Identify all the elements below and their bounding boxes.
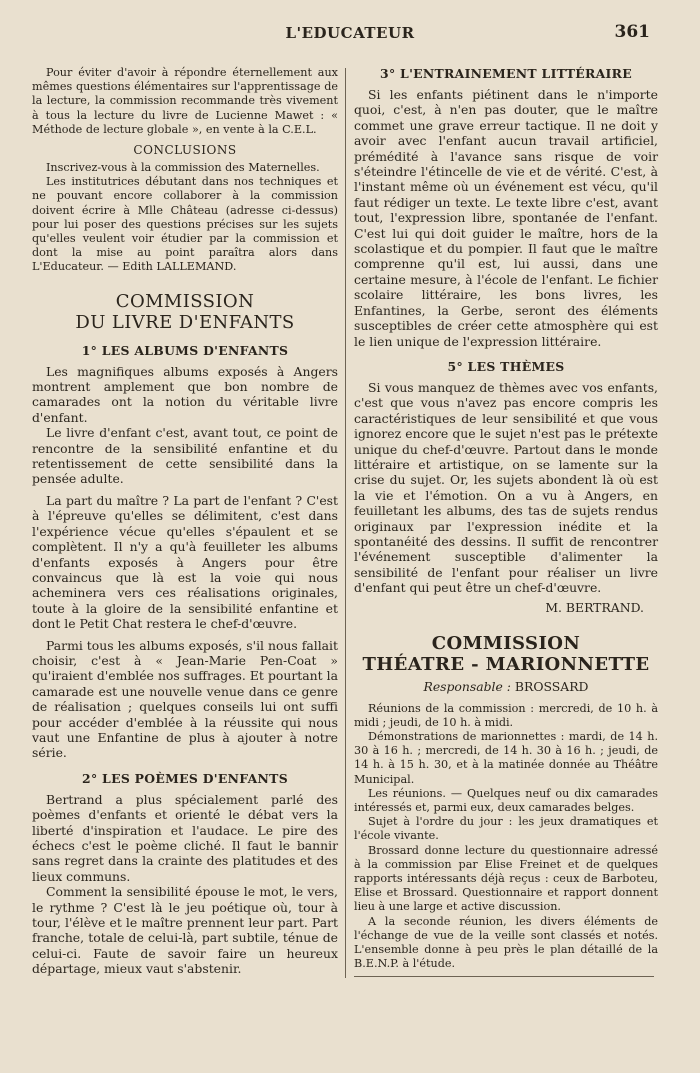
- theatre-paragraph-4: Sujet à l'ordre du jour : les jeux dramatiques et l'école vivante.: [354, 815, 658, 843]
- column-divider: [345, 68, 346, 978]
- theatre-paragraph-5: Brossard donne lecture du questionnaire adressé à la commission par Elise Freinet et de quelques rapports intéressants déjà reçus : ceux de Barboteu, Elise et Brossard. Questionnaire et rapport donnent lieu à une large et active discussion.: [354, 843, 658, 914]
- section-5-signature: M. BERTRAND.: [545, 599, 644, 615]
- conclusions-paragraph-2: Les institutrices débutant dans nos techniques et ne pouvant encore collaborer à la commission doivent écrire à Mlle Château (adresse ci-dessus) pour lui poser des questions précises sur les sujets qu'elles veulent voir étudier par la commission et dont la mise au point paraîtra alors dans L'Educateur. — Edith LALLEMAND.: [32, 175, 338, 274]
- section-2-paragraph-1: Bertrand a plus spécialement parlé des poèmes d'enfants et orienté le débat vers la liberté d'inspiration et l'audace. Le pire des échecs c'est le poème cliché. Il faut le bannir sans regret dans la crainte des platitudes et des lieux communs.: [32, 791, 338, 884]
- right-column: [354, 66, 658, 971]
- responsable-label: Responsable :: [423, 678, 511, 694]
- journal-title: L'EDUCATEUR: [285, 24, 415, 42]
- theatre-paragraph-3: Les réunions. — Quelques neuf ou dix camarades intéressés et, parmi eux, deux camarades belges.: [354, 786, 658, 815]
- section-5-heading: 5° LES THÈMES: [447, 358, 565, 374]
- commission-title-line-1: COMMISSION: [115, 290, 255, 312]
- section-5-paragraph: Si vous manquez de thèmes avec vos enfants, c'est que vous n'avez pas encore compris les caractéristiques de leur sensibilité et que vous ignorez encore que le sujet n'est pas le prétexte unique du chef-d'œuvre. Partout dans le monde littéraire et artistique, on se lamente sur la crise du sujet. Or, les sujets abondent là où est la vie et l'émotion. On a vu à Angers, en feuilletant les albums, des tas de sujets rendus originaux par l'expression inédite et la spontanéité des dessins. Il suffit de rencontrer l'événement susceptible d'alimenter la sensibilité de l'enfant pour réaliser un livre d'enfant qui peut être un chef-d'œuvre.: [354, 379, 658, 596]
- page-header: [0, 20, 700, 46]
- bottom-rule: [354, 976, 654, 977]
- theatre-paragraph-6: A la seconde réunion, les divers éléments de l'échange de vue de la veille sont classés et notés. L'ensemble donne à peu près le plan détaillé de la B.E.N.P. à l'étude.: [354, 914, 658, 971]
- section-3-paragraph: Si les enfants piétinent dans le n'importe quoi, c'est, à n'en pas douter, que le maître commet une grave erreur tactique. Il ne doit y avoir avec l'enfant aucun travail artificiel, prémédité à l'avance sans risque de voir s'éteindre l'étincelle de vie et de vérité. C'est, à l'instant même où un événement est vécu, qu'il faut rédiger un texte. Le texte libre c'est, avant tout, l'expression libre, spontanée de l'enfant. C'est lui qui doit guider le maître, hors de la scolastique et du pompier. Il faut que le maître comprenne qu'il est, lui aussi, dans une certaine mesure, à l'école de l'enfant. Le fichier scolaire littéraire, les bons livres, les Enfantines, la Gerbe, seront des éléments susceptibles de créer cette atmosphère qui est le lien unique de l'expression littéraire.: [354, 87, 658, 349]
- responsable-name: BROSSARD: [514, 678, 589, 694]
- section-3-heading: 3° L'ENTRAINEMENT LITTÉRAIRE: [380, 66, 632, 81]
- theatre-paragraph-1: Réunions de la commission : mercredi, de 10 h. à midi ; jeudi, de 10 h. à midi.: [354, 701, 658, 729]
- theatre-title-line-2: THÉATRE - MARIONNETTE: [362, 653, 650, 675]
- conclusions-paragraph-1: Inscrivez-vous à la commission des Maternelles.: [46, 161, 320, 175]
- page-number: 361: [614, 22, 650, 42]
- conclusions-heading: CONCLUSIONS: [133, 143, 237, 158]
- section-1-paragraph-1: Les magnifiques albums exposés à Angers montrent amplement que bon nombre de camarades ont la notion du véritable livre d'enfant.: [32, 363, 338, 425]
- section-1-heading: 1° LES ALBUMS D'ENFANTS: [81, 342, 289, 358]
- section-1-paragraph-3: La part du maître ? La part de l'enfant ? C'est à l'épreuve qu'elles se délimitent, c'est dans l'expérience vécue qu'elles s'épaulent et se complètent. Il n'y a qu'à feuilleter les albums d'enfants exposés à Angers pour être convaincus que là est la voie qui nous acheminera vers ces réalisations originales, toute à la gloire de la sensibilité enfantine et dont le Petit Chat restera le chef-d'œuvre.: [32, 492, 338, 632]
- section-1-paragraph-2: Le livre d'enfant c'est, avant tout, ce point de rencontre de la sensibilité enfantine et du retentissement de cette sensibilité dans la pensée adulte.: [32, 425, 338, 487]
- left-column: [32, 66, 338, 977]
- section-2-heading: 2° LES POÈMES D'ENFANTS: [82, 770, 288, 786]
- intro-paragraph: Pour éviter d'avoir à répondre éternellement aux mêmes questions élémentaires sur l'apprentissage de la lecture, la commission recommande très vivement à tous la lecture du livre de Lucienne Mawet : « Méthode de lecture globale », en vente à la C.E.L.: [32, 66, 338, 136]
- theatre-paragraph-2: Démonstrations de marionnettes : mardi, de 14 h. 30 à 16 h. ; mercredi, de 14 h. 30 à 16 h. ; jeudi, de 14 h. à 15 h. 30, et à la matinée donnée au Théâtre Municipal.: [354, 730, 658, 786]
- theatre-title-line-1: COMMISSION: [431, 632, 581, 654]
- section-1-paragraph-4: Parmi tous les albums exposés, s'il nous fallait choisir, c'est à « Jean-Marie Pen-Coat » qu'iraient d'emblée nos suffrages. Et pourtant la camarade est une nouvelle venue dans ce genre de réalisation ; quelques conseils lui ont suffi pour accéder d'emblée à la réussite qui nous vaut une Enfantine de plus à ajouter à notre série.: [32, 637, 338, 761]
- responsable-line: [354, 679, 658, 694]
- commission-title-line-2: DU LIVRE D'ENFANTS: [75, 311, 295, 333]
- section-2-paragraph-2: Comment la sensibilité épouse le mot, le vers, le rythme ? C'est là le jeu poétique où, tour à tour, l'élève et le maître prennent leur part. Part franche, totale de celui-là, part subtile, ténue de celui-ci. Faute de savoir faire un heureux départage, mieux vaut s'abstenir.: [32, 884, 338, 977]
